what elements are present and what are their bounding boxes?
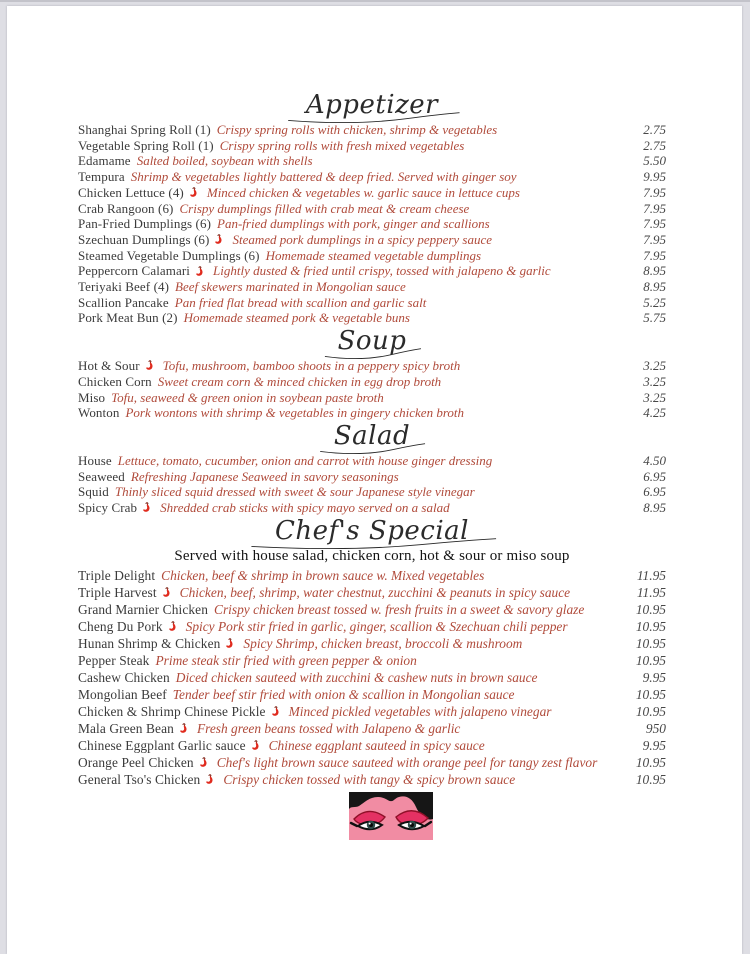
item-name: General Tso's Chicken <box>78 771 201 787</box>
item-name: Pan-Fried Dumplings (6) <box>78 216 212 232</box>
item-name: Shanghai Spring Roll (1) <box>78 122 211 137</box>
chili-pepper-icon <box>205 774 214 785</box>
item-name: Grand Marnier Chicken <box>78 601 209 617</box>
menu-item-row <box>78 635 666 652</box>
section-heading <box>78 326 666 356</box>
item-price: 10.95 <box>635 618 666 634</box>
item-name: Chinese Eggplant Garlic sauce <box>78 737 246 753</box>
section-heading <box>78 421 666 451</box>
item-description: Tofu, seaweed & green onion in soybean paste broth <box>111 389 384 405</box>
chili-pepper-icon <box>225 638 234 649</box>
item-name: Hunan Shrimp & Chicken <box>78 635 221 651</box>
item-name: Spicy Crab <box>78 500 138 516</box>
item-name: Pork Meat Bun (2) <box>78 310 178 326</box>
item-description: Tofu, mushroom, bamboo shoots in a peppery spicy broth <box>162 358 461 374</box>
heading-swash-flourish <box>317 442 428 454</box>
menu-item-row <box>78 703 666 720</box>
item-price: 3.25 <box>643 389 666 405</box>
item-price: 2.75 <box>643 137 666 153</box>
item-description: Fresh green beans tossed with Jalapeno & garlic <box>196 720 461 736</box>
section-heading-text: Appetizer <box>305 90 439 120</box>
item-description: Crispy spring rolls with chicken, shrimp & vegetables <box>216 122 498 137</box>
item-price: 950 <box>645 720 666 736</box>
woman-eyes-illustration <box>349 792 433 840</box>
item-name: Miso <box>78 389 106 405</box>
document-page <box>7 6 742 954</box>
section-note: Served with house salad, chicken corn, hot & sour or miso soup <box>174 547 570 564</box>
section-heading <box>78 6 666 120</box>
item-description: Lettuce, tomato, cucumber, onion and carrot with house ginger dressing <box>117 452 493 468</box>
chili-pepper-icon <box>189 187 198 198</box>
item-name: Tempura <box>78 169 125 185</box>
item-description: Prime steak stir fried with green pepper & onion <box>155 652 417 668</box>
chili-pepper-icon <box>179 723 188 734</box>
menu-item-row <box>78 295 666 311</box>
item-price: 4.25 <box>643 405 666 421</box>
section-heading <box>78 516 666 546</box>
item-description: Chef's light brown sauce sauteed with orange peel for tangy zest flavor <box>216 754 598 770</box>
item-description: Lightly dusted & fried until crispy, tossed with jalapeno & garlic <box>213 263 551 279</box>
item-description: Homemade steamed pork & vegetable buns <box>183 310 410 326</box>
item-description: Crispy chicken breast tossed w. fresh fruits in a sweet & savory glaze <box>214 601 585 617</box>
menu-section <box>78 421 666 516</box>
item-name: Wonton <box>78 405 120 421</box>
item-name: Triple Harvest <box>78 584 157 600</box>
item-name: Triple Delight <box>78 567 156 583</box>
item-price: 2.75 <box>643 122 666 137</box>
item-price: 7.95 <box>643 247 666 263</box>
menu-item-row <box>78 469 666 485</box>
item-price: 6.95 <box>643 484 666 500</box>
item-price: 10.95 <box>635 703 666 719</box>
menu-item-row <box>78 652 666 669</box>
item-name: Steamed Vegetable Dumplings (6) <box>78 247 260 263</box>
item-name: Szechuan Dumplings (6) <box>78 231 210 247</box>
item-name: Orange Peel Chicken <box>78 754 194 770</box>
item-name: Mala Green Bean <box>78 720 174 736</box>
item-name: House <box>78 452 112 468</box>
chili-pepper-icon <box>168 621 177 632</box>
item-price: 3.25 <box>643 358 666 374</box>
item-name: Peppercorn Calamari <box>78 263 190 279</box>
item-description: Steamed pork dumplings in a spicy peppery sauce <box>232 231 493 247</box>
menu-item-row <box>78 263 666 279</box>
menu-item-row <box>78 567 666 584</box>
item-description: Chicken, beef & shrimp in brown sauce w. Mixed vegetables <box>161 567 485 583</box>
item-description: Chicken, beef, shrimp, water chestnut, zucchini & peanuts in spicy sauce <box>179 584 571 600</box>
section-heading-text: Salad <box>333 420 411 451</box>
menu-item-row <box>78 390 666 406</box>
menu-item-row <box>78 216 666 232</box>
item-description: Tender beef stir fried with onion & scallion in Mongolian sauce <box>172 686 515 702</box>
item-price: 4.50 <box>643 452 666 468</box>
item-description: Crispy dumplings filled with crab meat & cream cheese <box>179 200 470 216</box>
menu-section <box>78 516 666 788</box>
menu-item-row <box>78 232 666 248</box>
section-items <box>78 567 666 788</box>
item-name: Teriyaki Beef (4) <box>78 279 170 295</box>
section-items <box>78 122 666 326</box>
item-price: 7.95 <box>643 216 666 232</box>
menu-item-row <box>78 248 666 264</box>
item-price: 7.95 <box>643 184 666 200</box>
item-description: Minced pickled vegetables with jalapeno vinegar <box>288 703 552 719</box>
item-description: Crispy spring rolls with fresh mixed vegetables <box>219 137 465 153</box>
item-price: 10.95 <box>635 754 666 770</box>
menu-item-row <box>78 601 666 618</box>
item-description: Salted boiled, soybean with shells <box>136 153 313 169</box>
chili-pepper-icon <box>271 706 280 717</box>
menu-item-row <box>78 310 666 326</box>
menu-item-row <box>78 720 666 737</box>
menu-item-row <box>78 138 666 154</box>
item-price: 10.95 <box>635 771 666 787</box>
chili-pepper-icon <box>142 502 151 513</box>
section-items <box>78 453 666 516</box>
menu-item-row <box>78 405 666 421</box>
menu-item-row <box>78 201 666 217</box>
item-name: Squid <box>78 484 109 500</box>
item-name: Hot & Sour <box>78 358 140 374</box>
item-description: Homemade steamed vegetable dumplings <box>265 247 482 263</box>
footer-eyes-image <box>7 792 742 840</box>
menu-item-row <box>78 453 666 469</box>
item-name: Vegetable Spring Roll (1) <box>78 137 214 153</box>
menu-item-row <box>78 153 666 169</box>
item-price: 5.50 <box>643 153 666 169</box>
item-description: Diced chicken sauteed with zucchini & cashew nuts in brown sauce <box>175 669 538 685</box>
heading-swash-flourish <box>283 111 465 123</box>
item-description: Thinly sliced squid dressed with sweet & sour Japanese style vinegar <box>114 484 475 500</box>
item-name: Cashew Chicken <box>78 669 170 685</box>
item-price: 5.75 <box>643 310 666 326</box>
menu-item-row <box>78 754 666 771</box>
item-description: Minced chicken & vegetables w. garlic sauce in lettuce cups <box>206 184 520 200</box>
item-price: 10.95 <box>635 686 666 702</box>
menu-item-row <box>78 737 666 754</box>
item-description: Shrimp & vegetables lightly battered & deep fried. Served with ginger soy <box>130 169 517 185</box>
item-name: Scallion Pancake <box>78 294 169 310</box>
item-price: 7.95 <box>643 200 666 216</box>
item-description: Pan-fried dumplings with pork, ginger and scallions <box>217 216 490 232</box>
item-price: 9.95 <box>642 737 666 753</box>
section-heading-text: Chef's Special <box>275 515 469 546</box>
item-name: Chicken Corn <box>78 373 152 389</box>
menu-item-row <box>78 618 666 635</box>
chili-pepper-icon <box>162 587 171 598</box>
menu-item-row <box>78 686 666 703</box>
item-price: 8.95 <box>643 279 666 295</box>
menu-item-row <box>78 358 666 374</box>
chili-pepper-icon <box>251 740 260 751</box>
item-description: Refreshing Japanese Seaweed in savory seasonings <box>130 468 399 484</box>
item-description: Crispy chicken tossed with tangy & spicy brown sauce <box>223 771 516 787</box>
item-description: Pan fried flat bread with scallion and garlic salt <box>174 294 427 310</box>
item-name: Cheng Du Pork <box>78 618 163 634</box>
chili-pepper-icon <box>214 234 223 245</box>
menu-item-row <box>78 500 666 516</box>
item-price: 11.95 <box>636 584 666 600</box>
menu <box>78 6 666 788</box>
menu-item-row <box>78 169 666 185</box>
item-price: 9.95 <box>642 669 666 685</box>
item-price: 7.95 <box>643 231 666 247</box>
menu-item-row <box>78 279 666 295</box>
menu-item-row <box>78 374 666 390</box>
item-name: Mongolian Beef <box>78 686 167 702</box>
item-price: 11.95 <box>636 567 666 583</box>
menu-item-row <box>78 484 666 500</box>
item-description: Spicy Pork stir fried in garlic, ginger, scallion & Szechuan chili pepper <box>185 618 568 634</box>
section-items <box>78 358 666 421</box>
menu-item-row <box>78 584 666 601</box>
menu-section <box>78 6 666 326</box>
item-description: Shredded crab sticks with spicy mayo served on a salad <box>160 500 450 516</box>
item-price: 10.95 <box>635 635 666 651</box>
item-name: Pepper Steak <box>78 652 150 668</box>
item-price: 3.25 <box>643 373 666 389</box>
item-name: Seaweed <box>78 468 125 484</box>
item-description: Spicy Shrimp, chicken breast, broccoli & mushroom <box>243 635 523 651</box>
item-name: Chicken & Shrimp Chinese Pickle <box>78 703 266 719</box>
item-description: Chinese eggplant sauteed in spicy sauce <box>268 737 485 753</box>
heading-swash-flourish <box>322 347 424 359</box>
item-price: 10.95 <box>635 652 666 668</box>
menu-item-row <box>78 669 666 686</box>
section-heading-text: Soup <box>337 326 407 357</box>
menu-section <box>78 326 666 421</box>
item-price: 10.95 <box>635 601 666 617</box>
chili-pepper-icon <box>145 360 154 371</box>
item-price: 5.25 <box>643 294 666 310</box>
menu-item-row <box>78 185 666 201</box>
item-price: 8.95 <box>643 263 666 279</box>
item-price: 9.95 <box>643 169 666 185</box>
item-name: Edamame <box>78 153 131 169</box>
item-description: Sweet cream corn & minced chicken in egg drop broth <box>157 373 442 389</box>
item-name: Chicken Lettuce (4) <box>78 184 184 200</box>
item-description: Beef skewers marinated in Mongolian sauce <box>175 279 406 295</box>
item-price: 8.95 <box>643 500 666 516</box>
chili-pepper-icon <box>195 266 204 277</box>
heading-swash-flourish <box>244 537 504 549</box>
menu-item-row <box>78 771 666 788</box>
item-name: Crab Rangoon (6) <box>78 200 174 216</box>
chili-pepper-icon <box>199 757 208 768</box>
item-description: Pork wontons with shrimp & vegetables in gingery chicken broth <box>125 405 465 421</box>
menu-item-row <box>78 122 666 138</box>
item-price: 6.95 <box>643 468 666 484</box>
